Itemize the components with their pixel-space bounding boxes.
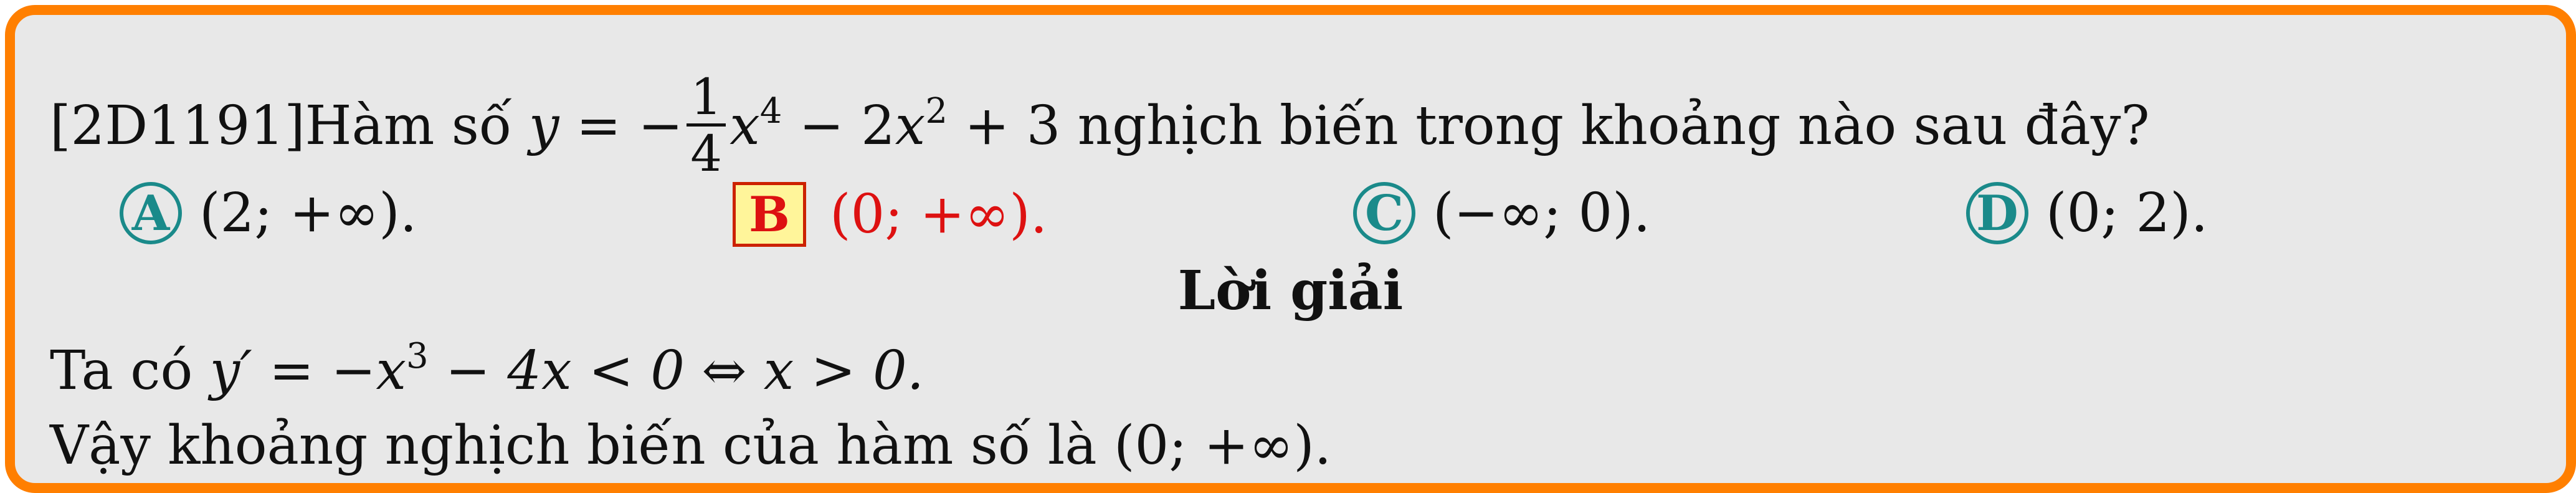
solution-exponent-3: 3 xyxy=(406,336,429,376)
option-b-correct[interactable] xyxy=(733,182,1047,247)
option-b-highlight-box: B xyxy=(733,182,806,247)
option-d-text: (0; 2). xyxy=(2046,182,2208,244)
exponent-4: 4 xyxy=(759,91,782,132)
fraction-denominator: 4 xyxy=(690,125,723,183)
math-x-first: x xyxy=(730,95,760,157)
solution-line-1-prefix: Ta có xyxy=(50,340,210,402)
fraction-numerator: 1 xyxy=(687,71,726,127)
option-c-text: (−∞; 0). xyxy=(1433,182,1651,244)
question-intro: Hàm số xyxy=(305,95,529,157)
math-x-second: x xyxy=(895,95,926,157)
fraction-one-quarter xyxy=(687,68,726,183)
question-card xyxy=(5,5,2576,493)
solution-line-1 xyxy=(50,336,924,402)
option-a-circle: A xyxy=(120,182,182,244)
option-d-circle: D xyxy=(1966,182,2028,244)
math-middle: − 2 xyxy=(782,95,895,157)
option-c-circle: C xyxy=(1353,182,1415,244)
math-tail: + 3 xyxy=(947,95,1061,157)
option-a[interactable] xyxy=(120,182,417,244)
option-c[interactable] xyxy=(1353,182,1650,244)
solution-title: Lời giải xyxy=(1177,259,1404,322)
solution-derivative: y′ = −x xyxy=(209,340,406,402)
question-rest: nghịch biến trong khoảng nào sau đây? xyxy=(1060,95,2150,157)
option-d[interactable] xyxy=(1966,182,2208,244)
solution-inequality: − 4x < 0 ⇔ x > 0. xyxy=(428,340,924,402)
exponent-2: 2 xyxy=(925,91,948,132)
question-text xyxy=(50,68,2150,185)
math-equals: = − xyxy=(559,95,683,157)
solution-line-2: Vậy khoảng nghịch biến của hàm số là (0; +∞). xyxy=(50,414,1332,477)
option-a-text: (2; +∞). xyxy=(199,182,417,244)
option-b-text: (0; +∞). xyxy=(830,183,1048,246)
math-y: y xyxy=(528,95,559,157)
question-code: [2D1191] xyxy=(50,95,305,157)
